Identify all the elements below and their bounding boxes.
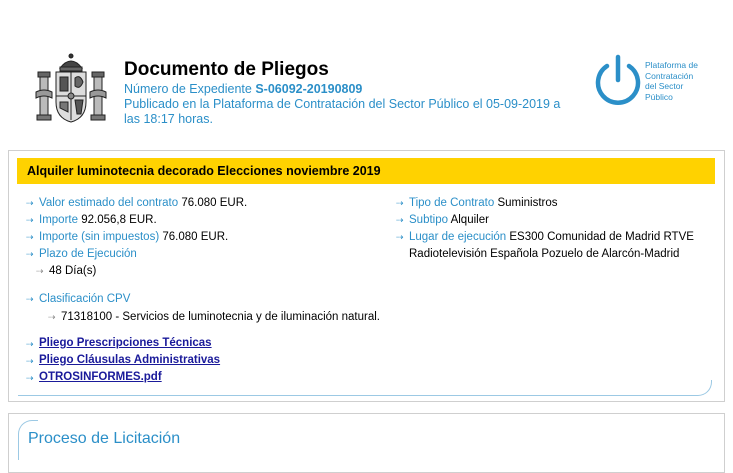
importe-sin-value: 76.080 EUR.: [162, 231, 229, 243]
link-row: [26, 354, 39, 368]
published-line-1: Publicado en la Plataforma de Contratación del Sector Público el 05-09-2019 a: [124, 97, 561, 111]
link-pliego-administrativas[interactable]: Pliego Cláusulas Administrativas: [39, 354, 221, 366]
power-logo-icon: [593, 54, 643, 106]
cpv-value-row: [48, 310, 380, 324]
arrow-icon: ⇢: [36, 266, 44, 276]
lugar-label: Lugar de ejecución: [409, 231, 507, 243]
tipo-label: Tipo de Contrato: [409, 197, 495, 209]
expediente-number: S-06092-20190809: [255, 82, 363, 96]
arrow-icon: ⇢: [396, 198, 404, 208]
link-row: [26, 371, 39, 385]
plazo-label: Plazo de Ejecución: [39, 248, 137, 260]
subtipo-value: Alquiler: [450, 214, 489, 226]
arrow-icon: ⇢: [396, 215, 404, 225]
arrow-icon: ⇢: [396, 232, 404, 242]
cpv-label: Clasificación CPV: [39, 293, 131, 305]
subtipo-row: [396, 213, 489, 227]
logo-line: del Sector: [645, 81, 684, 91]
importe-value: 92.056,8 EUR.: [81, 214, 157, 226]
link-row: [26, 337, 39, 351]
arrow-icon: ⇢: [26, 198, 34, 208]
valor-value: 76.080 EUR.: [181, 197, 248, 209]
logo-line: Contratación: [645, 70, 694, 81]
link-pliego-tecnicas[interactable]: Pliego Prescripciones Técnicas: [39, 337, 212, 349]
arrow-icon: ⇢: [26, 339, 34, 349]
arrow-icon: ⇢: [26, 215, 34, 225]
plazo-value-row: [36, 264, 96, 278]
subtipo-label: Subtipo: [409, 214, 449, 226]
document-title: Documento de Pliegos: [124, 59, 329, 80]
logo-line: Plataforma de: [645, 60, 698, 70]
tipo-row: [396, 196, 558, 210]
arrow-icon: ⇢: [26, 373, 34, 383]
cpv-value: 71318100 - Servicios de luminotecnia y de iluminación natural.: [61, 311, 380, 323]
coat-of-arms-emblem: [34, 52, 108, 130]
arrow-icon: ⇢: [26, 294, 34, 304]
plazo-row: [26, 247, 137, 261]
importe-sin-label: Importe (sin impuestos): [39, 231, 160, 243]
importe-row: [26, 213, 157, 227]
section-title-licitacion: Proceso de Licitación: [28, 430, 181, 447]
valor-label: Valor estimado del contrato: [39, 197, 179, 209]
arrow-icon: ⇢: [26, 356, 34, 366]
lugar-value-2: Radiotelevisión Española Pozuelo de Alarcón-Madrid: [409, 248, 680, 260]
arrow-icon: ⇢: [48, 312, 56, 322]
expediente-line: [124, 82, 362, 97]
tipo-value: Suministros: [497, 197, 558, 209]
importe-sin-row: [26, 230, 228, 244]
link-otros-informes[interactable]: OTROSINFORMES.pdf: [39, 371, 162, 383]
lugar-value-1: ES300 Comunidad de Madrid RTVE: [509, 231, 694, 243]
lugar-row: [396, 230, 694, 244]
arrow-icon: ⇢: [26, 232, 34, 242]
published-line-2: las 18:17 horas.: [124, 112, 213, 126]
valor-estimado-row: [26, 196, 247, 210]
cpv-row: [26, 292, 130, 306]
platform-logo-text: [645, 60, 725, 102]
expediente-label: Número de Expediente: [124, 82, 252, 96]
logo-line: Público: [645, 91, 673, 102]
arrow-icon: ⇢: [26, 249, 34, 259]
contract-title-bar: [17, 158, 715, 184]
importe-label: Importe: [39, 214, 78, 226]
plazo-value: 48 Día(s): [49, 265, 97, 277]
contract-title: Alquiler luminotecnia decorado Elecciones noviembre 2019: [27, 164, 381, 178]
